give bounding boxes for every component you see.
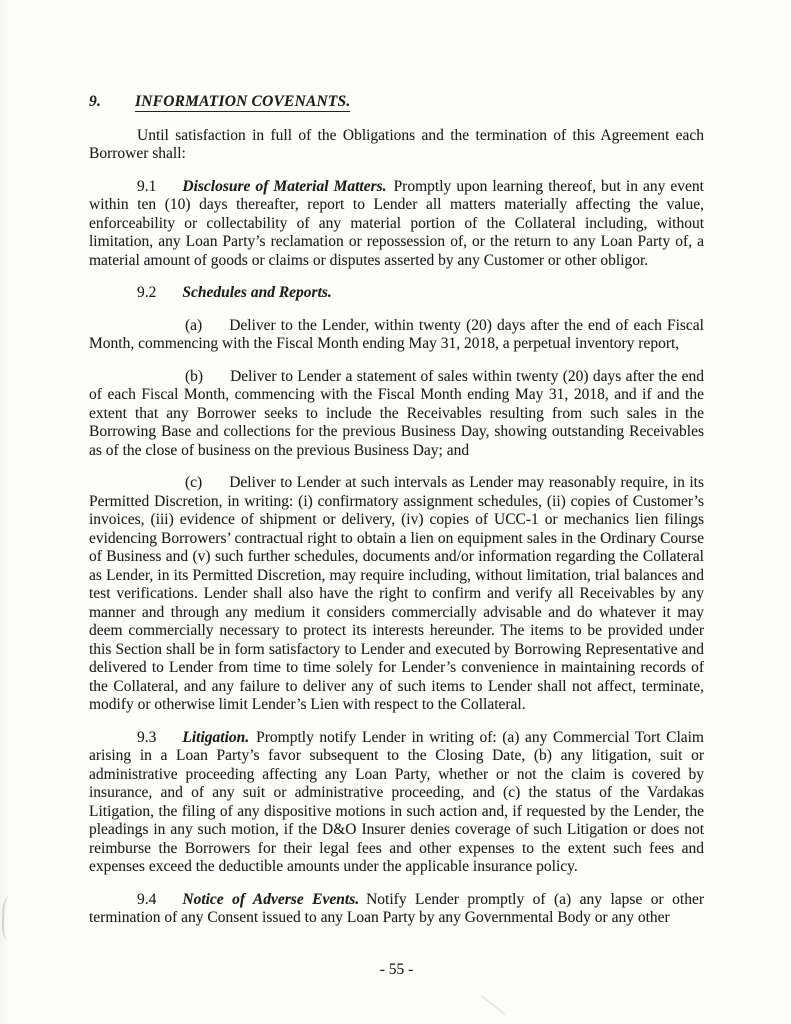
list-item-label: (a)	[185, 316, 203, 334]
subsection-body: Notify Lender promptly of (a) any lapse or other termination of any Consent issued to any Loan Party by any Governmental Body or any other	[89, 890, 705, 926]
section-heading	[89, 93, 704, 112]
list-item-text: Deliver to Lender a statement of sales within twenty (20) days after the end of each Fiscal Month, commencing with the Fiscal Month ending May 31, 2018, and if and the extent that any Borrower seeks to include the Receivables resulting from such sales in the Borrowing Base and collections for the previous Business Day, showing outstanding Receivables as of the close of business on the previous Business Day; and	[89, 367, 704, 459]
scan-diagonal-artifact	[481, 995, 506, 1015]
section-title: INFORMATION COVENANTS.	[135, 93, 351, 110]
subsection-body: Promptly notify Lender in writing of: (a) any Commercial Tort Claim arising in a Loan Party’s favor subsequent to the Closing Date, (b) any litigation, suit or administrative proceeding affecting any Loan Party, whether or not the claim is covered by insurance, and of any suit or administrative proceeding, and (c) the status of the Vardakas Litigation, the filing of any dispositive motions in such action and, if requested by the Lender, the pleadings in any such motion, if the D&O Insurer denies coverage of such Litigation or does not reimburse the Borrowers for their legal fees and other expenses to the extent such fees and expenses exceed the deductible amounts under the applicable insurance policy.	[89, 728, 704, 875]
subsection-title: Schedules and Reports.	[182, 284, 332, 301]
scan-smudge-artifact	[1, 896, 14, 940]
subsection-body: Promptly upon learning thereof, but in any event within ten (10) days thereafter, report to Lender all matters materially affecting the value, enforceability or collectability of any material portion of the Collateral including, without limitation, any Loan Party’s reclamation or repossession of, or the return to any Loan Party of, a material amount of goods or claims or disputes asserted by any Customer or other obligor.	[89, 177, 704, 269]
page-number: - 55 -	[379, 961, 414, 978]
list-item-label: (b)	[185, 367, 204, 385]
subsection-number: 9.4	[137, 890, 157, 908]
list-item-text: Deliver to Lender at such intervals as Lender may reasonably require, in its Permitted Discretion, in writing: (i) confirmatory assignment schedules, (ii) copies of Customer’s invoices, (iii) evidence of shipment or delivery, (iv) copies of UCC-1 or mechanics lien filings evidencing Borrowers’ contractual right to obtain a lien on equipment sales in the Ordinary Course of Business and (v) such further schedules, documents and/or information regarding the Collateral as Lender, in its Permitted Discretion, may require including, without limitation, trial balances and test verifications. Lender shall also have the right to confirm and verify all Receivables by any manner and through any medium it considers commercially advisable and do whatever it may deem commercially necessary to protect its interests hereunder. The items to be provided under this Section shall be in form satisfactory to Lender and executed by Borrowing Representative and delivered to Lender from time to time solely for Lender’s convenience in maintaining records of the Collateral, and any failure to deliver any of such items to Lender shall not affect, terminate, modify or otherwise limit Lender’s Lien with respect to the Collateral.	[89, 474, 704, 713]
subsection-number: 9.2	[137, 284, 157, 301]
list-item-label: (c)	[185, 474, 203, 491]
intro-paragraph: Until satisfaction in full of the Obligations and the termination of this Agreement each Borrower shall:	[89, 126, 704, 162]
list-item-c	[89, 474, 704, 715]
subsection-title: Disclosure of Material Matters.	[182, 177, 387, 195]
list-item-b	[89, 368, 704, 461]
list-item-a	[89, 317, 704, 354]
subsection-title: Litigation.	[182, 728, 250, 746]
subsection-number: 9.1	[137, 177, 157, 195]
list-item-text: Deliver to the Lender, within twenty (20) days after the end of each Fiscal Month, commencing with the Fiscal Month ending May 31, 2018, a perpetual inventory report,	[89, 316, 704, 352]
scan-edge-artifact	[0, 0, 10, 1024]
subsection-number: 9.3	[137, 728, 157, 746]
subsection-title: Notice of Adverse Events.	[182, 890, 360, 908]
subsection-9-4	[89, 891, 704, 928]
subsection-9-1	[89, 178, 704, 271]
document-body	[89, 93, 704, 942]
subsection-9-2	[89, 284, 704, 303]
subsection-9-3	[89, 729, 704, 877]
section-number: 9.	[89, 93, 102, 110]
